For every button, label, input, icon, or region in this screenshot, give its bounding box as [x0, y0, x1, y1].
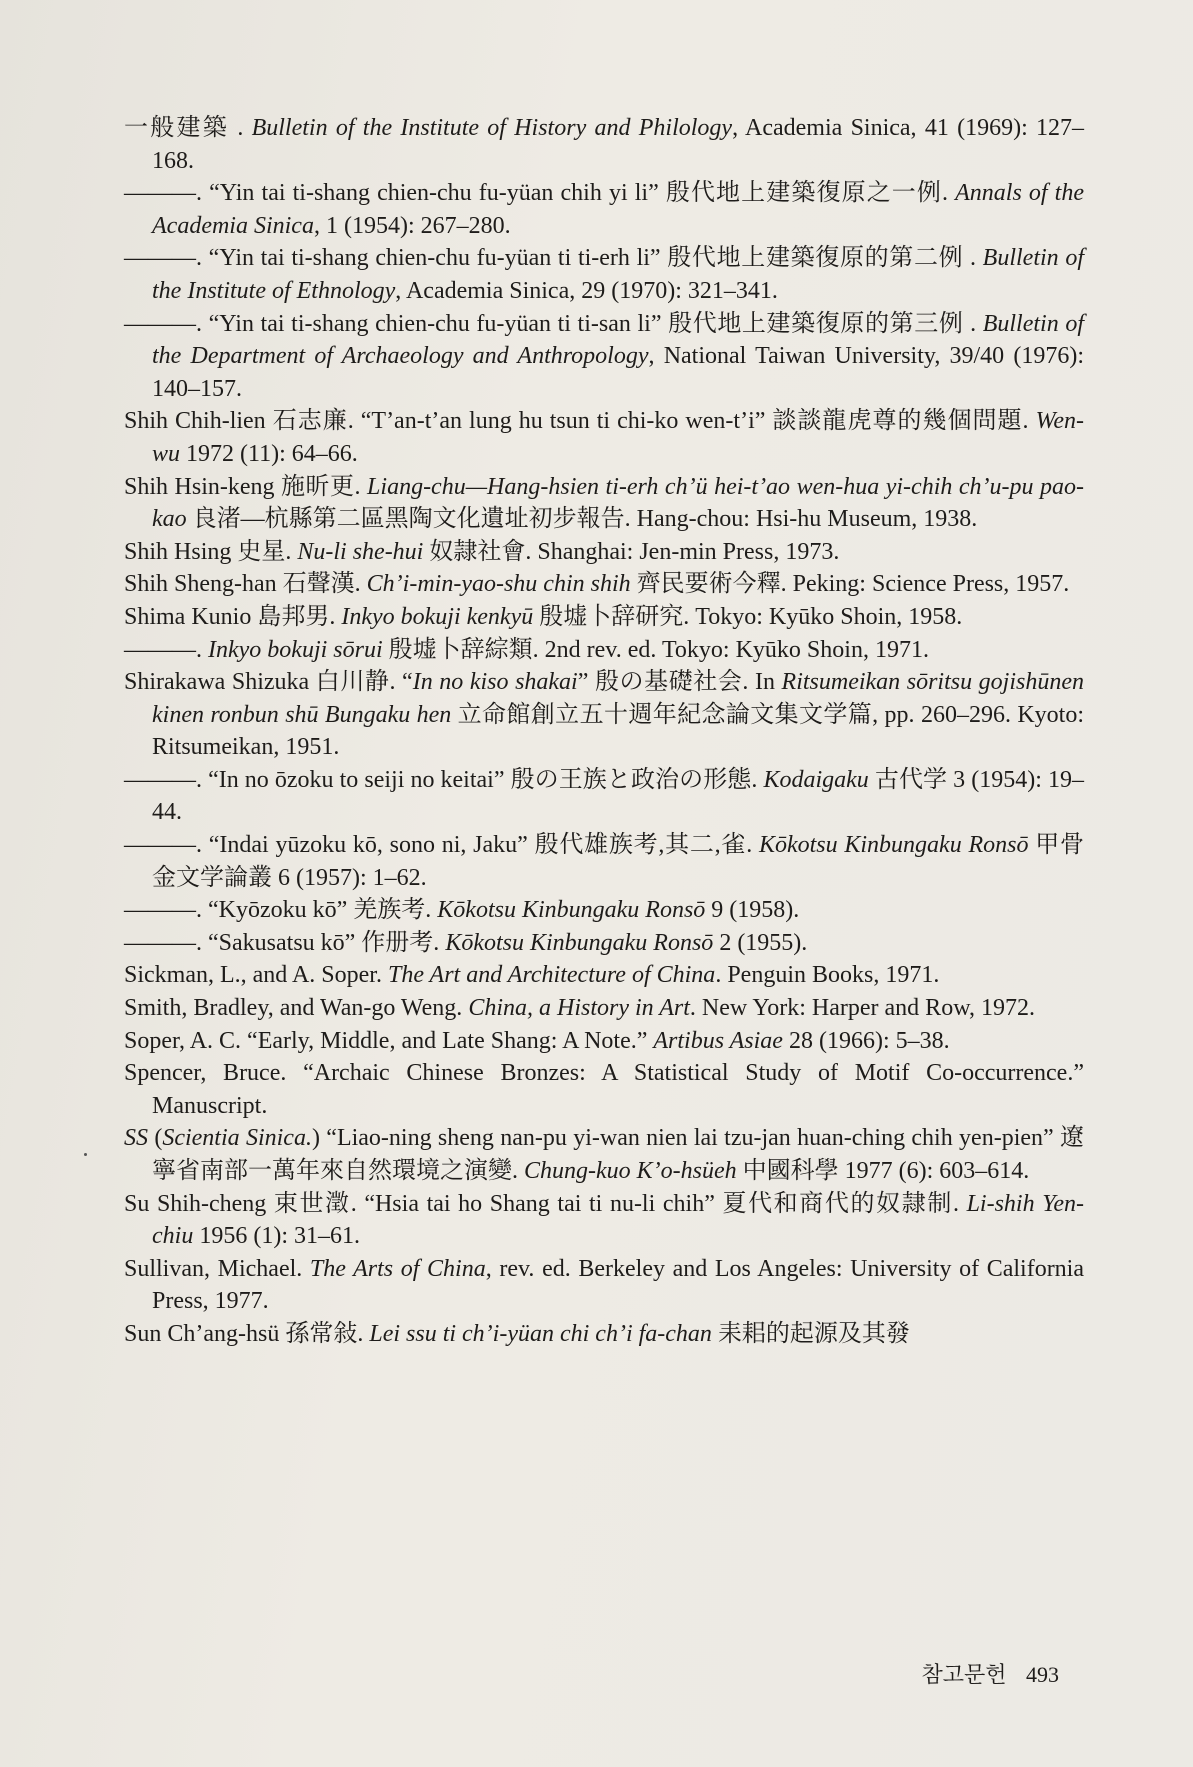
entry-text: 殷墟卜辞綜類. 2nd rev. ed. Tokyo: Kyūko Shoin, 1971. [382, 636, 929, 663]
entry-text: Sickman, L., and A. Soper. [124, 962, 388, 989]
entry-text: Shima Kunio 島邦男. [124, 603, 342, 630]
bibliography-entry [124, 1253, 1084, 1318]
entry-title-italic: Ritsumeikan sōritsu gojishūnen kinen ronbun shū Bungaku hen [152, 669, 1084, 728]
bibliography-entry [124, 536, 1084, 569]
entry-text: , rev. ed. Berkeley and Los Angeles: University of California Press, 1977. [152, 1255, 1085, 1315]
page-number: 493 [1026, 1662, 1059, 1687]
bibliography-entry [124, 568, 1084, 601]
entry-title-italic: Artibus Asiae [653, 1027, 783, 1054]
entry-text: ———. [124, 636, 208, 663]
entry-text: 2 (1955). [713, 929, 808, 956]
entry-text: 中國科學 1977 (6): 603–614. [736, 1158, 1030, 1184]
entry-text: ———. “Kyōzoku kō” 羌族考. [124, 897, 438, 924]
bibliography-entry [124, 959, 1084, 992]
section-label: 참고문헌 [921, 1662, 1007, 1687]
entry-text: ———. “Sakusatsu kō” 作册考. [124, 929, 446, 956]
entry-title-italic: SS [124, 1125, 148, 1152]
entry-text: 1956 (1): 31–61. [193, 1223, 360, 1250]
entry-text: Shih Chih-lien 石志廉. “T’an-t’an lung hu tsun ti chi-ko wen-t’i” 談談龍虎尊的幾個問題. [124, 408, 1036, 435]
entry-text: Sun Ch’ang-hsü 孫常敍. [124, 1320, 370, 1347]
entry-text: , 1 (1954): 267–280. [313, 212, 511, 239]
entry-title-italic: Bulletin of the Department of Archaeology and Anthropology [152, 310, 1084, 370]
entry-text: 殷墟卜辞研究. Tokyo: Kyūko Shoin, 1958. [533, 603, 963, 630]
bibliography-entry [124, 829, 1084, 894]
entry-title-italic: Bulletin of the Institute of History and Philology [251, 115, 733, 141]
entry-text: 甲骨金文学論叢 6 (1957): 1–62. [152, 832, 1085, 891]
entry-text: 奴隷社會. Shanghai: Jen-min Press, 1973. [423, 538, 840, 565]
bibliography-entry [124, 405, 1084, 470]
bibliography-entry [124, 666, 1084, 764]
bibliography-entry [124, 1318, 1084, 1351]
bibliography-entry [124, 471, 1084, 536]
entry-title-italic: Kōkotsu Kinbungaku Ronsō [758, 832, 1029, 859]
bibliography-entry [124, 177, 1084, 242]
entry-text: 耒耜的起源及其發 [711, 1320, 910, 1347]
entry-text: ———. “In no ōzoku to seiji no keitai” 殷の王族と政治の形態. [124, 766, 764, 793]
entry-text: Soper, A. C. “Early, Middle, and Late Shang: A Note.” [124, 1027, 654, 1054]
entry-text: Shih Hsing 史星. [124, 538, 298, 565]
entry-text: ———. “Yin tai ti-shang chien-chu fu-yüan ti ti-san li” 殷代地上建築復原的第三例 . [124, 310, 983, 337]
entry-text: ( [148, 1125, 163, 1152]
entry-title-italic: Nu-li she-hui [297, 538, 424, 565]
entry-title-italic: Inkyo bokuji sōrui [208, 636, 383, 663]
entry-title-italic: Kōkotsu Kinbungaku Ronsō [437, 897, 706, 924]
bibliography-entry [124, 764, 1084, 829]
entry-text: 古代学 3 (1954): 19–44. [152, 766, 1084, 826]
entry-text: , Academia Sinica, 41 (1969): 127–168. [152, 115, 1084, 174]
entry-text: Smith, Bradley, and Wan-go Weng. [124, 995, 469, 1022]
entry-text: 齊民要術今釋. Peking: Science Press, 1957. [630, 571, 1070, 598]
entry-text: Su Shih-cheng 束世澂. “Hsia tai ho Shang tai ti nu-li chih” 夏代和商代的奴隷制. [124, 1190, 967, 1217]
entry-title-italic: Scientia Sinica. [162, 1125, 312, 1152]
entry-text: , National Taiwan University, 39/40 (1976): 140–157. [152, 343, 1085, 402]
bibliography-entries [124, 112, 1084, 1351]
bibliography-entry [124, 927, 1084, 960]
entry-title-italic: Chung-kuo K’o-hsüeh [524, 1158, 737, 1184]
entry-title-italic: The Art and Architecture of China [387, 962, 716, 989]
entry-text: 良渚—杭縣第二區黑陶文化遺址初步報告. Hang-chou: Hsi-hu Museum, 1938. [186, 506, 978, 533]
bibliography-entry [124, 894, 1084, 927]
entry-text: Shih Sheng-han 石聲漢. [124, 571, 367, 598]
entry-title-italic: Liang-chu—Hang-hsien ti-erh ch’ü hei-t’ao wen-hua yi-chih ch’u-pu pao-kao [152, 473, 1084, 533]
entry-text: ———. “Indai yūzoku kō, sono ni, Jaku” 殷代雄族考,其二,雀. [124, 832, 759, 859]
entry-text: Shih Hsin-keng 施昕更. [124, 473, 368, 500]
entry-text: ———. “Yin tai ti-shang chien-chu fu-yüan chih yi li” 殷代地上建築復原之一例. [124, 180, 956, 207]
entry-text: 9 (1958). [705, 897, 800, 924]
entry-text: Shirakawa Shizuka 白川静. “ [124, 669, 413, 696]
bibliography-entry [124, 634, 1084, 667]
entry-title-italic: In no kiso shakai [412, 669, 578, 696]
entry-text: ———. “Yin tai ti-shang chien-chu fu-yüan ti ti-erh li” 殷代地上建築復原的第二例 . [124, 245, 983, 272]
entry-text: Spencer, Bruce. “Archaic Chinese Bronzes: A Statistical Study of Motif Co-occurrence.” Manuscript. [124, 1060, 1084, 1119]
bibliography-entry [124, 992, 1084, 1025]
entry-text: ” 殷の基礎社会. In [577, 669, 782, 696]
entry-title-italic: Wen-wu [152, 408, 1084, 467]
entry-title-italic: Kōkotsu Kinbungaku Ronsō [445, 929, 714, 956]
entry-text: Sullivan, Michael. [124, 1255, 310, 1282]
bibliography-entry [124, 601, 1084, 634]
entry-title-italic: Annals of the Academia Sinica [152, 180, 1084, 239]
entry-text: ) “Liao-ning sheng nan-pu yi-wan nien lai tzu-jan huan-ching chih yen-pien” 遼寧省南部一萬年來自然環境之演變. [152, 1125, 1085, 1184]
entry-title-italic: Lei ssu ti ch’i-yüan chi ch’i fa-chan [369, 1320, 712, 1347]
entry-text: . New York: Harper and Row, 1972. [689, 995, 1035, 1022]
bibliography-entry [124, 308, 1084, 406]
entry-text: 1972 (11): 64–66. [180, 440, 358, 467]
entry-title-italic: Kodaigaku [763, 766, 869, 793]
entry-title-italic: Bulletin of the Institute of Ethnology [152, 245, 1084, 304]
page-footer [921, 1658, 1059, 1689]
entry-title-italic: Ch’i-min-yao-shu chin shih [366, 571, 631, 598]
margin-dot [84, 1153, 87, 1156]
entry-text: 一般建築 . [124, 115, 252, 141]
entry-title-italic: The Arts of China [309, 1255, 486, 1282]
entry-text: , Academia Sinica, 29 (1970): 321–341. [395, 277, 778, 304]
bibliography-entry [124, 112, 1084, 177]
bibliography-entry [124, 242, 1084, 307]
entry-text: 立命館創立五十週年紀念論文集文学篇, pp. 260–296. Kyoto: Ritsumeikan, 1951. [152, 701, 1084, 761]
entry-title-italic: Inkyo bokuji kenkyū [341, 603, 534, 630]
entry-title-italic: China, a History in Art [468, 995, 690, 1022]
bibliography-entry [124, 1188, 1084, 1253]
entry-text: . Penguin Books, 1971. [715, 962, 940, 989]
entry-text: 28 (1966): 5–38. [782, 1027, 950, 1054]
entry-title-italic: Li-shih Yen-chiu [152, 1190, 1084, 1250]
bibliography-entry [124, 1122, 1084, 1187]
bibliography-entry [124, 1057, 1084, 1122]
bibliography-entry [124, 1025, 1084, 1058]
